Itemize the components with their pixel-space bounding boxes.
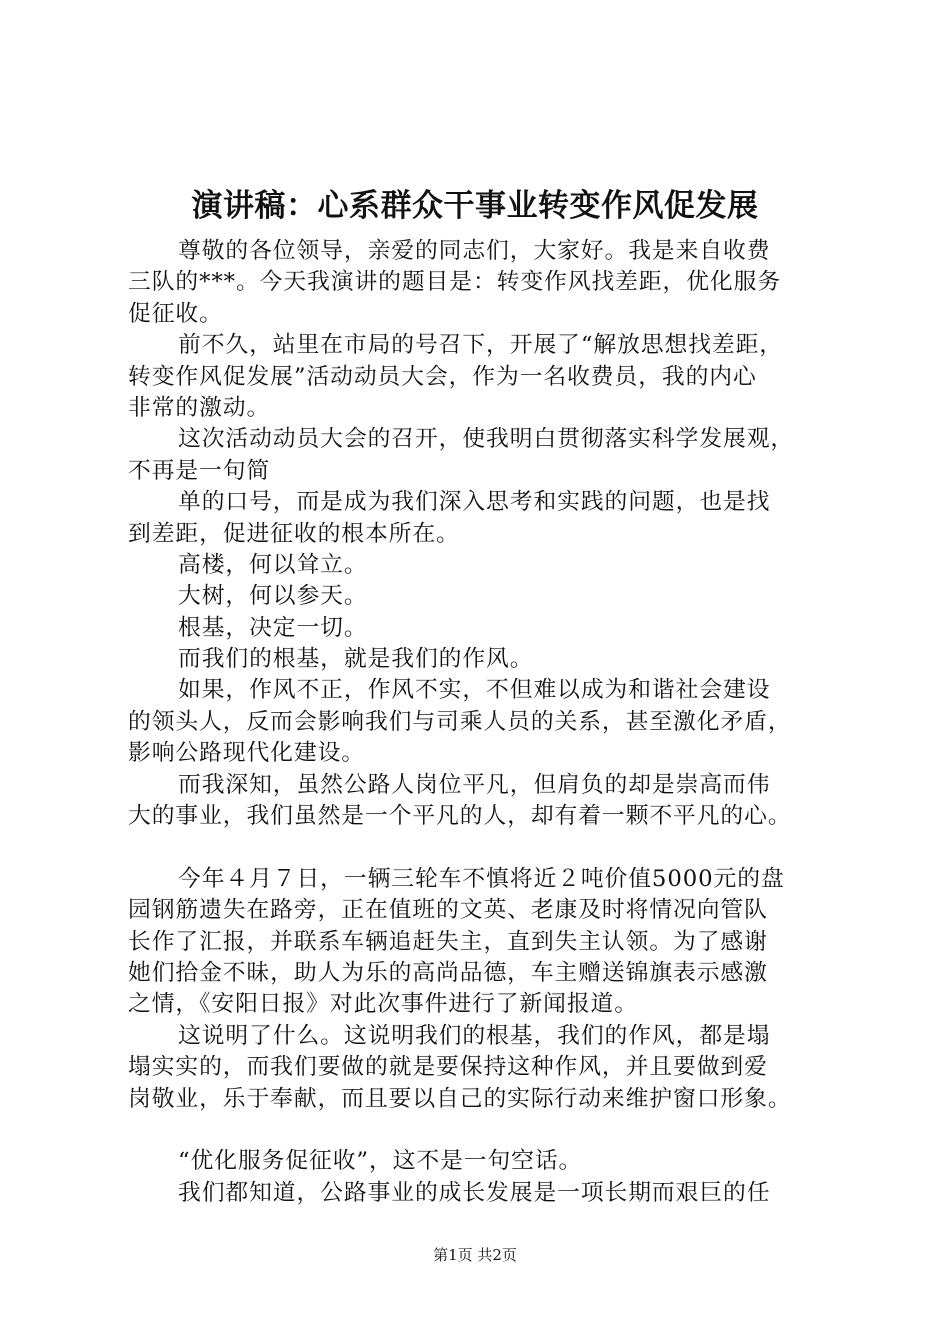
text-line: 今年４月７日，一辆三轮车不慎将近２吨价值5000元的盘 bbox=[178, 865, 785, 892]
text-line: 的领头人，反而会影响我们与司乘人员的关系，甚至激化矛盾， bbox=[128, 708, 792, 735]
text-line: 高楼，何以耸立。 bbox=[178, 551, 368, 578]
text-line: 如果，作风不正，作风不实，不但难以成为和谐社会建设 bbox=[178, 677, 771, 704]
text-line: 园钢筋遗失在路旁，正在值班的文英、老康及时将情况向管队 bbox=[128, 897, 768, 924]
text-line: 她们拾金不昧，助人为乐的高尚品德，车主赠送锦旗表示感激 bbox=[128, 959, 768, 986]
text-line: 我们都知道，公路事业的成长发展是一项长期而艰巨的任 bbox=[178, 1179, 771, 1206]
text-line: 这次活动动员大会的召开，使我明白贯彻落实科学发展观， bbox=[178, 426, 795, 453]
text-line: 非常的激动。 bbox=[128, 394, 271, 421]
text-line: 转变作风促发展”活动动员大会，作为一名收费员，我的内心 bbox=[128, 363, 757, 390]
page-footer: 第1页 共2页 bbox=[433, 1246, 517, 1264]
document-body bbox=[128, 236, 834, 1209]
document-title: 演讲稿：心系群众干事业转变作风促发展 bbox=[191, 188, 759, 224]
text-line: 岗敬业，乐于奉献，而且要以自己的实际行动来维护窗口形象。 bbox=[128, 1085, 792, 1112]
paragraph-gap bbox=[128, 832, 834, 863]
text-line: 根基，决定一切。 bbox=[178, 614, 368, 641]
text-line: 三队的***。今天我演讲的题目是：转变作风找差距，优化服务 bbox=[128, 269, 782, 296]
text-line: 单的口号，而是成为我们深入思考和实践的问题，也是找 bbox=[178, 489, 771, 516]
text-line: 前不久，站里在市局的号召下，开展了“解放思想找差距， bbox=[178, 332, 783, 359]
text-line: 塌实实的，而我们要做的就是要保持这种作风，并且要做到爱 bbox=[128, 1054, 768, 1081]
text-line: 而我深知，虽然公路人岗位平凡，但肩负的却是崇高而伟 bbox=[178, 771, 771, 798]
text-line: 这说明了什么。这说明我们的根基，我们的作风，都是塌 bbox=[178, 1022, 771, 1049]
text-line: 尊敬的各位领导，亲爱的同志们，大家好。我是来自收费 bbox=[178, 238, 771, 264]
paragraph-gap bbox=[128, 1115, 834, 1146]
text-line: 之情，《安阳日报》对此次事件进行了新闻报道。 bbox=[128, 991, 638, 1018]
text-line: 大树，何以参天。 bbox=[178, 583, 368, 610]
text-line: 大的事业，我们虽然是一个平凡的人，却有着一颗不平凡的心。 bbox=[128, 803, 792, 830]
text-line: 到差距，促进征收的根本所在。 bbox=[128, 520, 460, 547]
text-line: 不再是一句简 bbox=[128, 457, 271, 484]
text-line: 促征收。 bbox=[128, 300, 223, 327]
text-line: 长作了汇报，并联系车辆追赶失主，直到失主认领。为了感谢 bbox=[128, 928, 768, 955]
text-line: 而我们的根基，就是我们的作风。 bbox=[178, 646, 534, 673]
text-line: 影响公路现代化建设。 bbox=[128, 740, 365, 767]
text-line: “优化服务促征收”，这不是一句空话。 bbox=[178, 1148, 583, 1175]
